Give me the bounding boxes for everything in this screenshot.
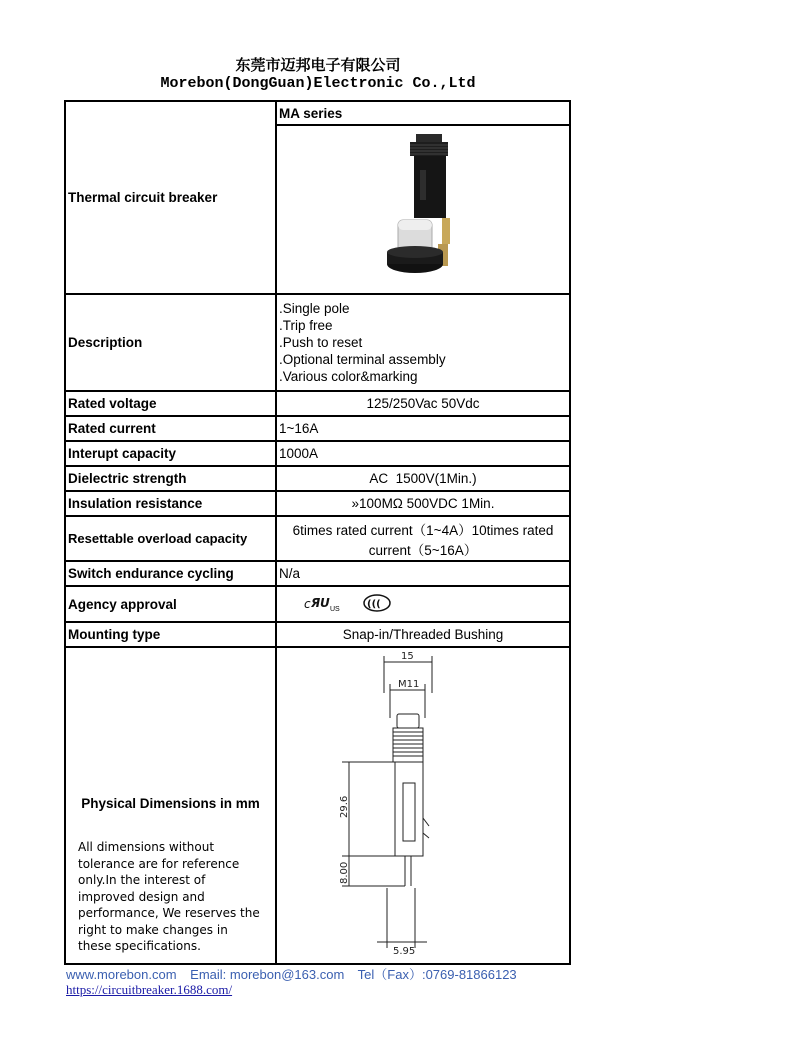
footer-email[interactable]: Email: morebon@163.com <box>190 967 345 982</box>
agency-approval-label: Agency approval <box>65 586 276 622</box>
endurance-cycling-value: N/a <box>276 561 570 586</box>
company-name-en: Morebon(DongGuan)Electronic Co.,Ltd <box>160 75 476 92</box>
dim-width-label: 15 <box>401 651 414 662</box>
circuit-breaker-photo <box>368 130 478 290</box>
resettable-overload-label: Resettable overload capacity <box>65 516 276 561</box>
dimension-drawing <box>277 648 571 960</box>
dimension-drawing-cell <box>276 647 570 964</box>
description-list <box>276 294 570 391</box>
dimensions-label-cell <box>65 647 276 964</box>
description-label: Description <box>65 294 276 391</box>
rated-voltage-label: Rated voltage <box>65 391 276 416</box>
rated-current-label: Rated current <box>65 416 276 441</box>
description-line: .Single pole <box>279 301 350 316</box>
rated-voltage-value: 125/250Vac 50Vdc <box>276 391 570 416</box>
dimensions-note: All dimensions without tolerance are for reference only.In the interest of improved design and performance, We reserves the right to make changes in these specifications. <box>78 840 260 953</box>
agency-approval-icons <box>276 586 570 622</box>
dim-terminal-label: 8.00 <box>339 861 350 884</box>
product-photo-cell <box>276 125 570 294</box>
interupt-capacity-label: Interupt capacity <box>65 441 276 466</box>
footer-url-link[interactable]: https://circuitbreaker.1688.com/ <box>66 982 233 997</box>
ccc-icon <box>362 594 392 615</box>
rated-current-value: 1~16A <box>276 416 570 441</box>
interupt-capacity-value: 1000A <box>276 441 570 466</box>
svg-text:U: U <box>320 596 330 610</box>
company-name-cn: 东莞市迈邦电子有限公司 <box>235 56 401 74</box>
svg-text:Я: Я <box>311 596 321 610</box>
spec-table <box>64 100 571 965</box>
dim-height-label: 29.6 <box>339 795 350 818</box>
dielectric-strength-label: Dielectric strength <box>65 466 276 491</box>
product-name: Thermal circuit breaker <box>65 101 276 294</box>
resettable-overload-value: 6times rated current（1~4A）10times rated current（5~16A） <box>276 516 570 561</box>
description-line: .Various color&marking <box>279 369 418 384</box>
insulation-resistance-label: Insulation resistance <box>65 491 276 516</box>
description-line: .Push to reset <box>279 335 363 350</box>
dielectric-strength-value: AC 1500V(1Min.) <box>276 466 570 491</box>
description-line: .Trip free <box>279 318 333 333</box>
description-line: .Optional terminal assembly <box>279 352 446 367</box>
svg-text:(((: ((( <box>366 598 381 610</box>
footer-tel: Tel（Fax）:0769-81866123 <box>357 967 517 982</box>
series-label: MA series <box>276 101 570 125</box>
mounting-type-value: Snap-in/Threaded Bushing <box>276 622 570 647</box>
mounting-type-label: Mounting type <box>65 622 276 647</box>
svg-text:c: c <box>304 597 311 611</box>
endurance-cycling-label: Switch endurance cycling <box>65 561 276 586</box>
dim-bottom-label: 5.95 <box>393 946 416 957</box>
footer-website[interactable]: www.morebon.com <box>66 967 177 982</box>
dim-thread-label: M11 <box>398 679 420 690</box>
dimensions-title: Physical Dimensions in mm <box>81 796 260 811</box>
footer-contact <box>66 964 527 983</box>
insulation-resistance-value: »100MΩ 500VDC 1Min. <box>276 491 570 516</box>
ul-recognized-icon: c Я U US <box>304 596 340 613</box>
